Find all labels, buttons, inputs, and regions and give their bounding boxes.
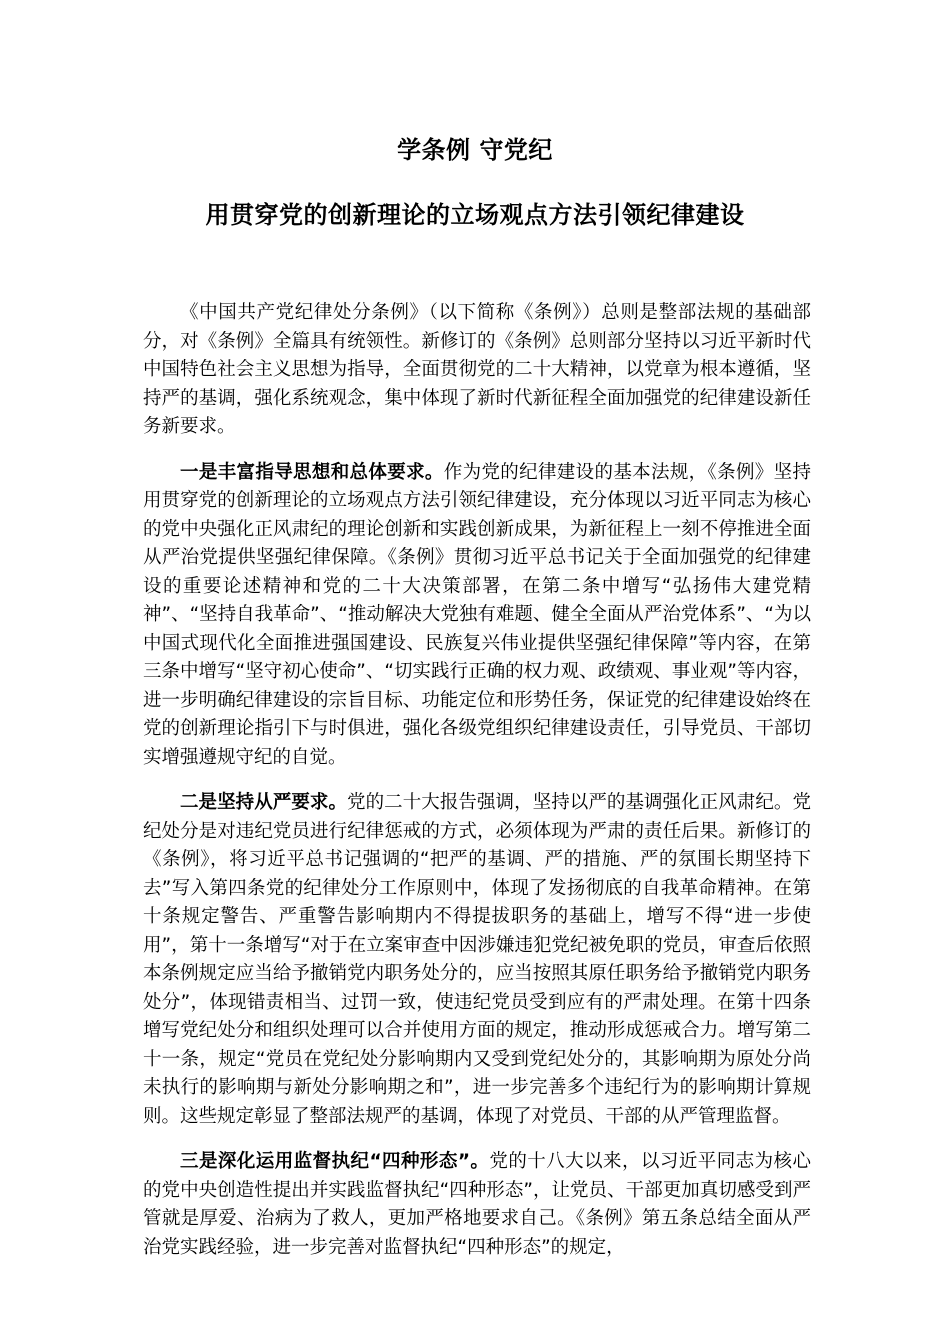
paragraph-point-1	[143, 459, 811, 773]
paragraph-lead: 二是坚持从严要求。	[180, 792, 348, 813]
document-title: 学条例 守党纪	[397, 136, 553, 164]
paragraph-text: 党的二十大报告强调，坚持以严的基调强化正风肃纪。党纪处分是对违纪党员进行纪律惩戒的方式，必须体现为严肃的责任后果。新修订的《条例》，将习近平总书记强调的“把严的基调、严的措施、严的氛围长期坚持下去”写入第四条党的纪律处分工作原则中，体现了发扬彻底的自我革命精神。在第十条规定警告、严重警告影响期内不得提拔职务的基础上，增写不得“进一步使用”，第十一条增写“对于在立案审查中因涉嫌违犯党纪被免职的党员，审查后依照本条例规定应当给予撤销党内职务处分的，应当按照其原任职务给予撤销党内职务处分”，体现错责相当、过罚一致，使违纪党员受到应有的严肃处理。在第十四条增写党纪处分和组织处理可以合并使用方面的规定，推动形成惩戒合力。增写第二十一条，规定“党员在党纪处分影响期内又受到党纪处分的，其影响期为原处分尚未执行的影响期与新处分影响期之和”，进一步完善多个违纪行为的影响期计算规则。这些规定彰显了整部法规严的基调，体现了对党员、干部的从严管理监督。	[143, 792, 811, 1127]
paragraph-lead: 一是丰富指导思想和总体要求。	[180, 461, 444, 483]
paragraph-point-2	[143, 789, 811, 1131]
document-subtitle: 用贯穿党的创新理论的立场观点方法引领纪律建设	[205, 201, 745, 229]
document-body	[143, 299, 811, 1279]
paragraph-point-3	[143, 1148, 811, 1262]
paragraph-text: 作为党的纪律建设的基本法规，《条例》坚持用贯穿党的创新理论的立场观点方法引领纪律建设，充分体现以习近平同志为核心的党中央强化正风肃纪的理论创新和实践创新成果，为新征程上一刻不停推进全面从严治党提供坚强纪律保障。《条例》贯彻习近平总书记关于全面加强党的纪律建设的重要论述精神和党的二十大决策部署，在第二条中增写“弘扬伟大建党精神”、“坚持自我革命”、“推动解决大党独有难题、健全全面从严治党体系”、“为以中国式现代化全面推进强国建设、民族复兴伟业提供坚强纪律保障”等内容，在第三条中增写“坚守初心使命”、“切实践行正确的权力观、政绩观、事业观”等内容，进一步明确纪律建设的宗旨目标、功能定位和形势任务，保证党的纪律建设始终在党的创新理论指引下与时俱进，强化各级党组织纪律建设责任，引导党员、干部切实增强遵规守纪的自觉。	[143, 461, 812, 768]
paragraph-text: 党的十八大以来，以习近平同志为核心的党中央创造性提出并实践监督执纪“四种形态”，让党员、干部更加真切感受到严管就是厚爱、治病为了救人，更加严格地要求自己。《条例》第五条总结全面从严治党实践经验，进一步完善对监督执纪“四种形态”的规定，	[143, 1151, 811, 1258]
paragraph-intro	[143, 299, 811, 442]
paragraph-lead: 三是深化运用监督执纪“四种形态”。	[180, 1151, 490, 1172]
paragraph-text: 《中国共产党纪律处分条例》（以下简称《条例》）总则是整部法规的基础部分，对《条例》全篇具有统领性。新修订的《条例》总则部分坚持以习近平新时代中国特色社会主义思想为指导，全面贯彻党的二十大精神，以党章为根本遵循，坚持严的基调，强化系统观念，集中体现了新时代新征程全面加强党的纪律建设新任务新要求。	[143, 302, 811, 437]
